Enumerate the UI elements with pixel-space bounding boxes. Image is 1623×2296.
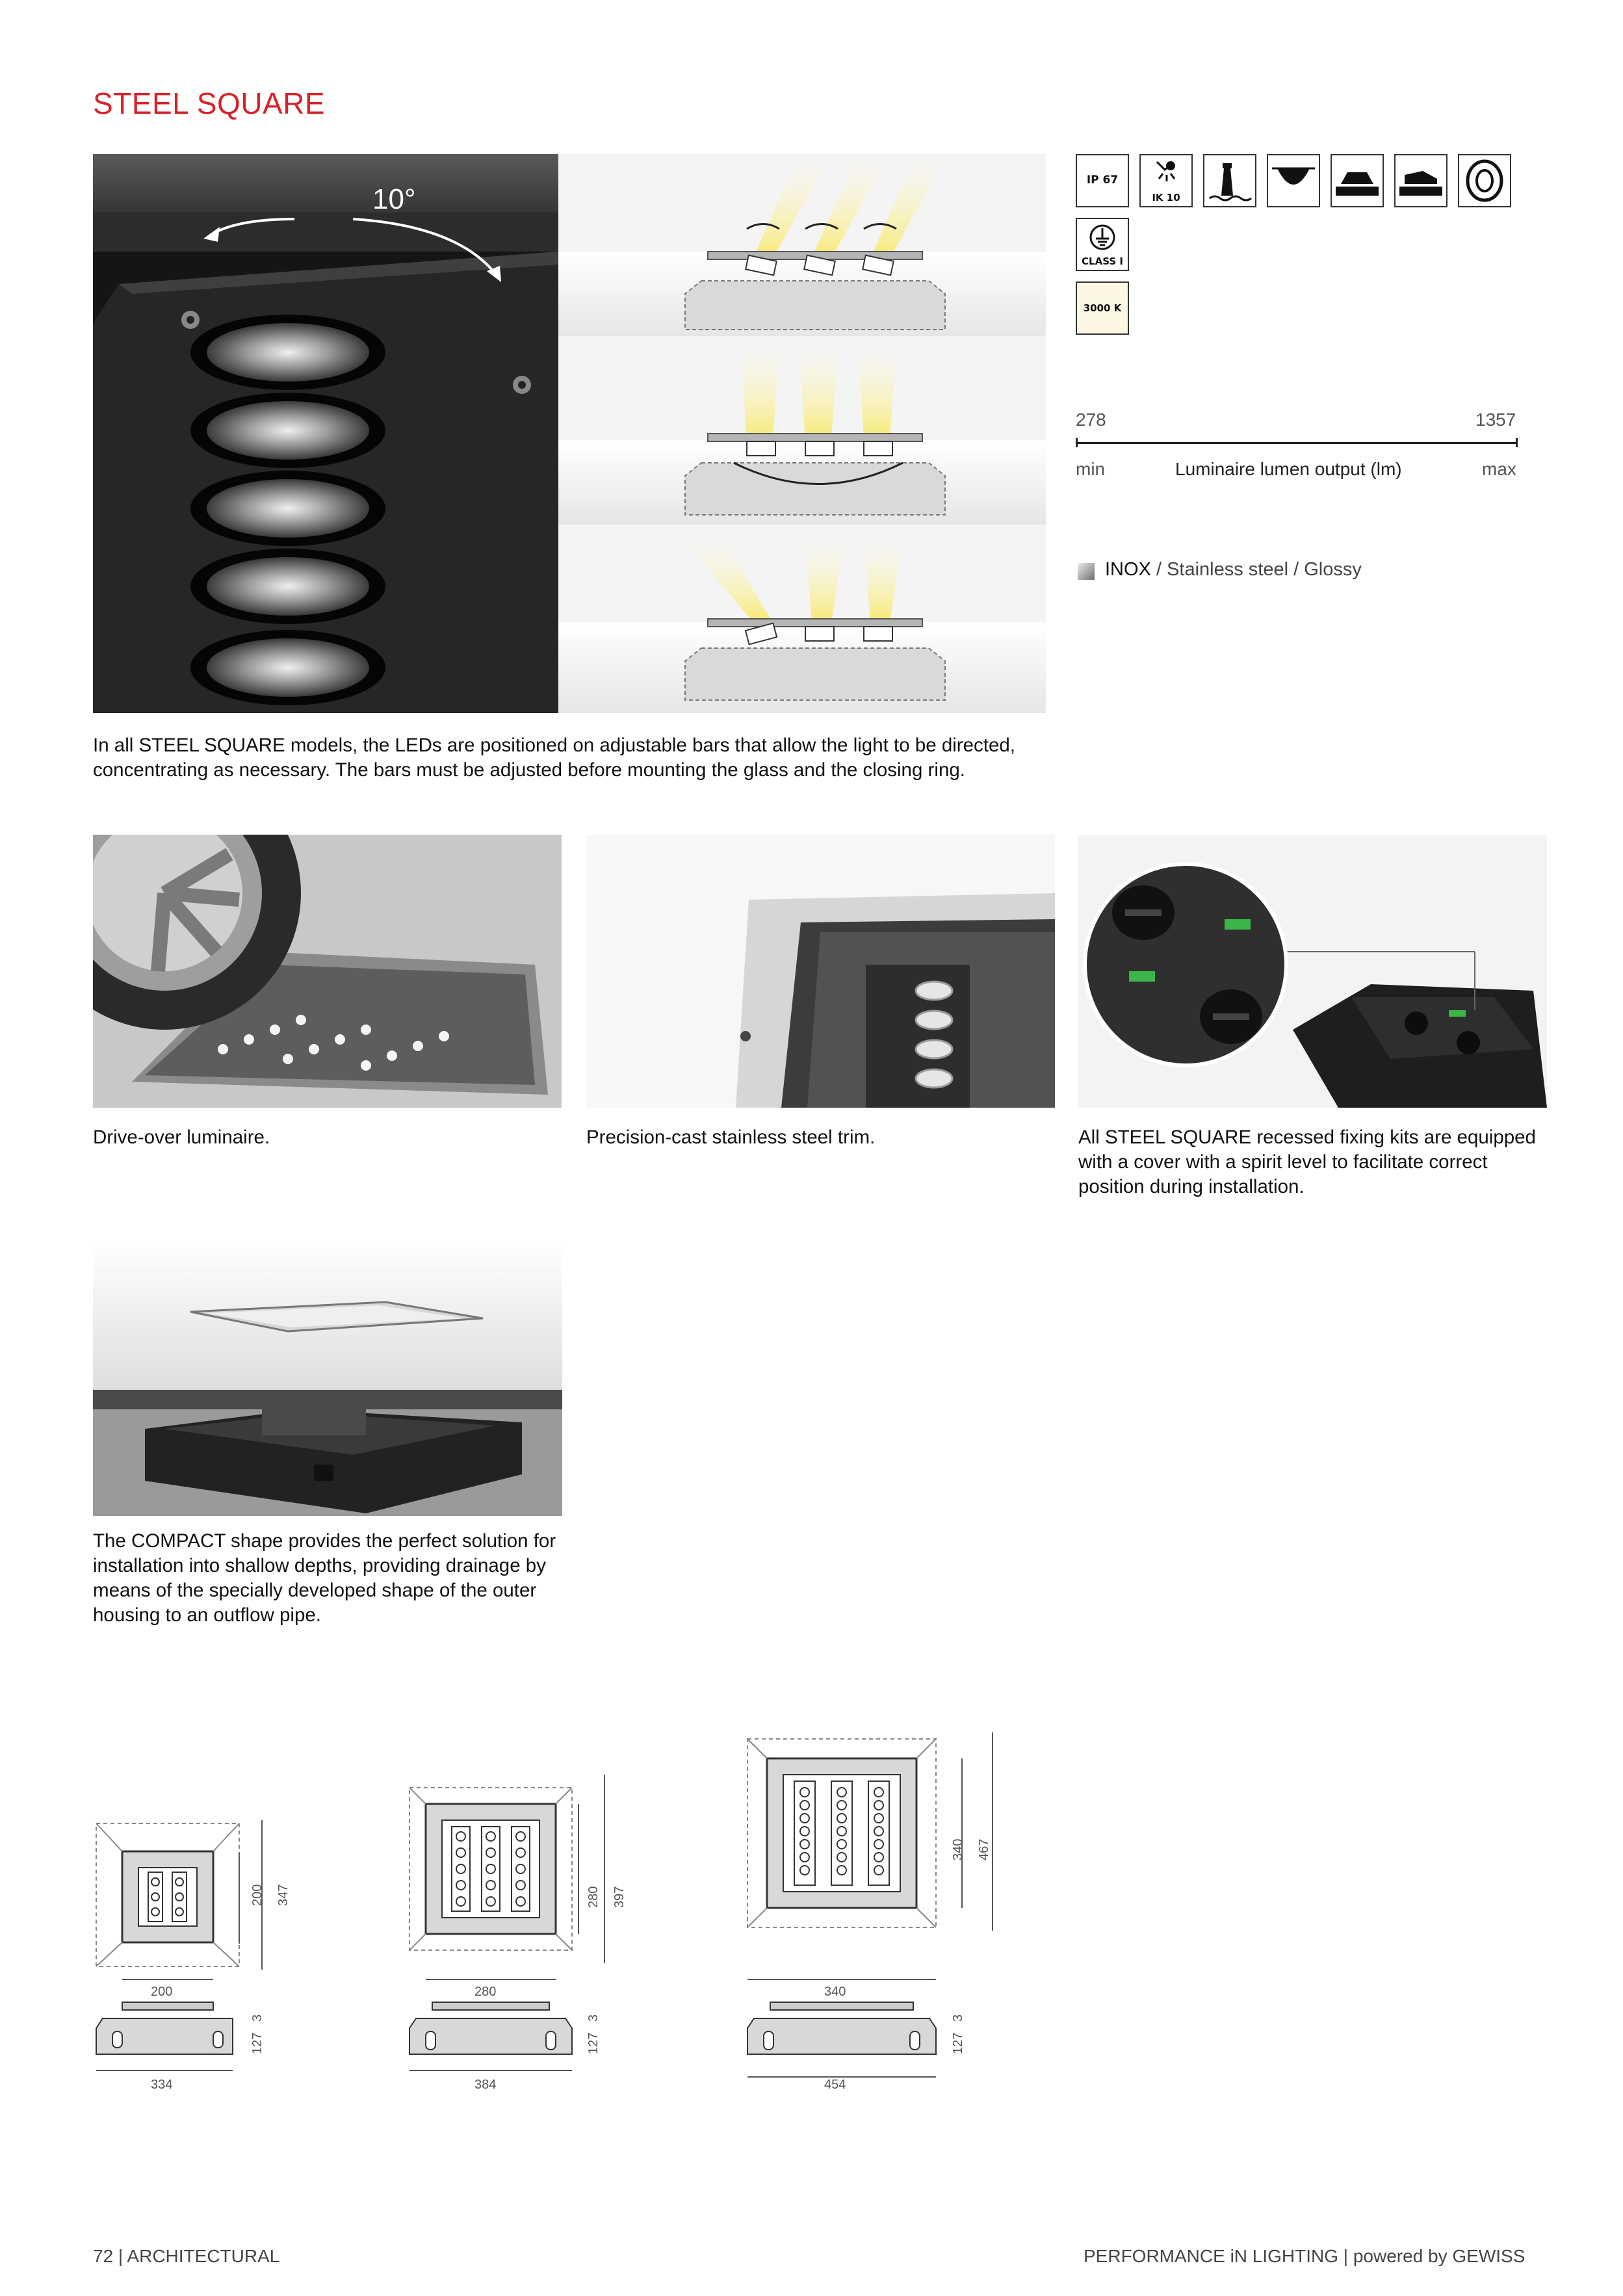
- lumen-max-label: max: [1482, 459, 1516, 479]
- lumen-min-label: min: [1076, 459, 1106, 479]
- earth-class-icon: CLASS I: [1076, 218, 1129, 271]
- lighthouse-icon: [1203, 154, 1256, 207]
- lumen-output-label: Luminaire lumen output (lm): [1175, 459, 1402, 479]
- compact-caption: The COMPACT shape provides the perfect solution for installation into shallow depths, providing drainage by means of the specially developed shape of the outer housing to an outflow pipe.: [93, 1530, 556, 1626]
- footer-left: 72 | ARCHITECTURAL: [93, 2246, 280, 2266]
- drawing-2-base-width: 384: [474, 2078, 497, 2092]
- lumen-max-value: 1357: [1475, 410, 1516, 430]
- drawing-1: [93, 1807, 301, 2106]
- drive-over-photo: [93, 835, 562, 1108]
- lumen-scale-line: [1076, 442, 1518, 444]
- drawing-3-lip: 3: [951, 2014, 965, 2022]
- drawing-2: [403, 1762, 637, 2113]
- page-title: STEEL SQUARE: [93, 86, 326, 120]
- drawing-1-lip: 3: [250, 2014, 265, 2022]
- spirit-level-photo: [1078, 835, 1547, 1108]
- drawing-3-inner-height: 340: [951, 1838, 965, 1860]
- drawing-2-lip: 3: [586, 2014, 601, 2022]
- impact-rating-icon: IK 10: [1139, 154, 1193, 207]
- drawing-3-outer-height: 467: [977, 1838, 991, 1860]
- lumen-scale-tick-left: [1076, 438, 1078, 447]
- beam-diagram: [558, 154, 1046, 713]
- footer-right: PERFORMANCE iN LIGHTING | powered by GEWISS: [1084, 2246, 1526, 2266]
- drive-over-icon: [1331, 154, 1384, 207]
- tyre-icon: [1458, 154, 1511, 207]
- drawing-1-inner-height: 200: [250, 1884, 265, 1906]
- finish-swatch: [1078, 563, 1095, 580]
- drawing-3-depth: 127: [951, 2032, 965, 2054]
- drawing-1-base-width: 334: [151, 2078, 173, 2092]
- drawing-2-inner-width: 280: [474, 1985, 497, 1999]
- drawing-2-depth: 127: [586, 2032, 601, 2054]
- recessed-icon: [1267, 154, 1320, 207]
- finish-label: [1105, 559, 1362, 581]
- colour-temperature-icon: 3000 K: [1076, 281, 1129, 335]
- finish-name: INOX: [1105, 559, 1151, 580]
- trim-photo: [586, 835, 1055, 1108]
- drawing-3: [741, 1732, 1020, 2116]
- compact-photo: [93, 1240, 562, 1516]
- lumen-scale-tick-right: [1516, 438, 1518, 447]
- feature-caption-1: Drive-over luminaire.: [93, 1127, 270, 1148]
- lumen-min-value: 278: [1076, 410, 1106, 430]
- hero-caption: In all STEEL SQUARE models, the LEDs are positioned on adjustable bars that allow the light to be directed, concentrating as necessary. The bars must be adjusted before mounting the glass and the closing ring.: [93, 735, 1015, 781]
- drawing-1-outer-height: 347: [276, 1884, 291, 1906]
- walk-over-icon: [1394, 154, 1448, 207]
- hero-photo: [93, 154, 558, 713]
- drawing-3-inner-width: 340: [824, 1985, 846, 1999]
- feature-caption-3: All STEEL SQUARE recessed fixing kits are equipped with a cover with a spirit level to facilitate correct position during installation.: [1078, 1127, 1536, 1197]
- drawing-1-depth: 127: [250, 2032, 265, 2054]
- finish-desc: / Stainless steel / Glossy: [1150, 559, 1362, 580]
- angle-label: 10°: [372, 183, 416, 215]
- ip-rating-icon: IP 67: [1076, 154, 1129, 207]
- feature-caption-2: Precision-cast stainless steel trim.: [586, 1127, 876, 1148]
- drawing-3-base-width: 454: [824, 2078, 846, 2092]
- drawing-2-inner-height: 280: [586, 1886, 601, 1908]
- drawing-1-inner-width: 200: [151, 1985, 173, 1999]
- drawing-2-outer-height: 397: [612, 1886, 627, 1908]
